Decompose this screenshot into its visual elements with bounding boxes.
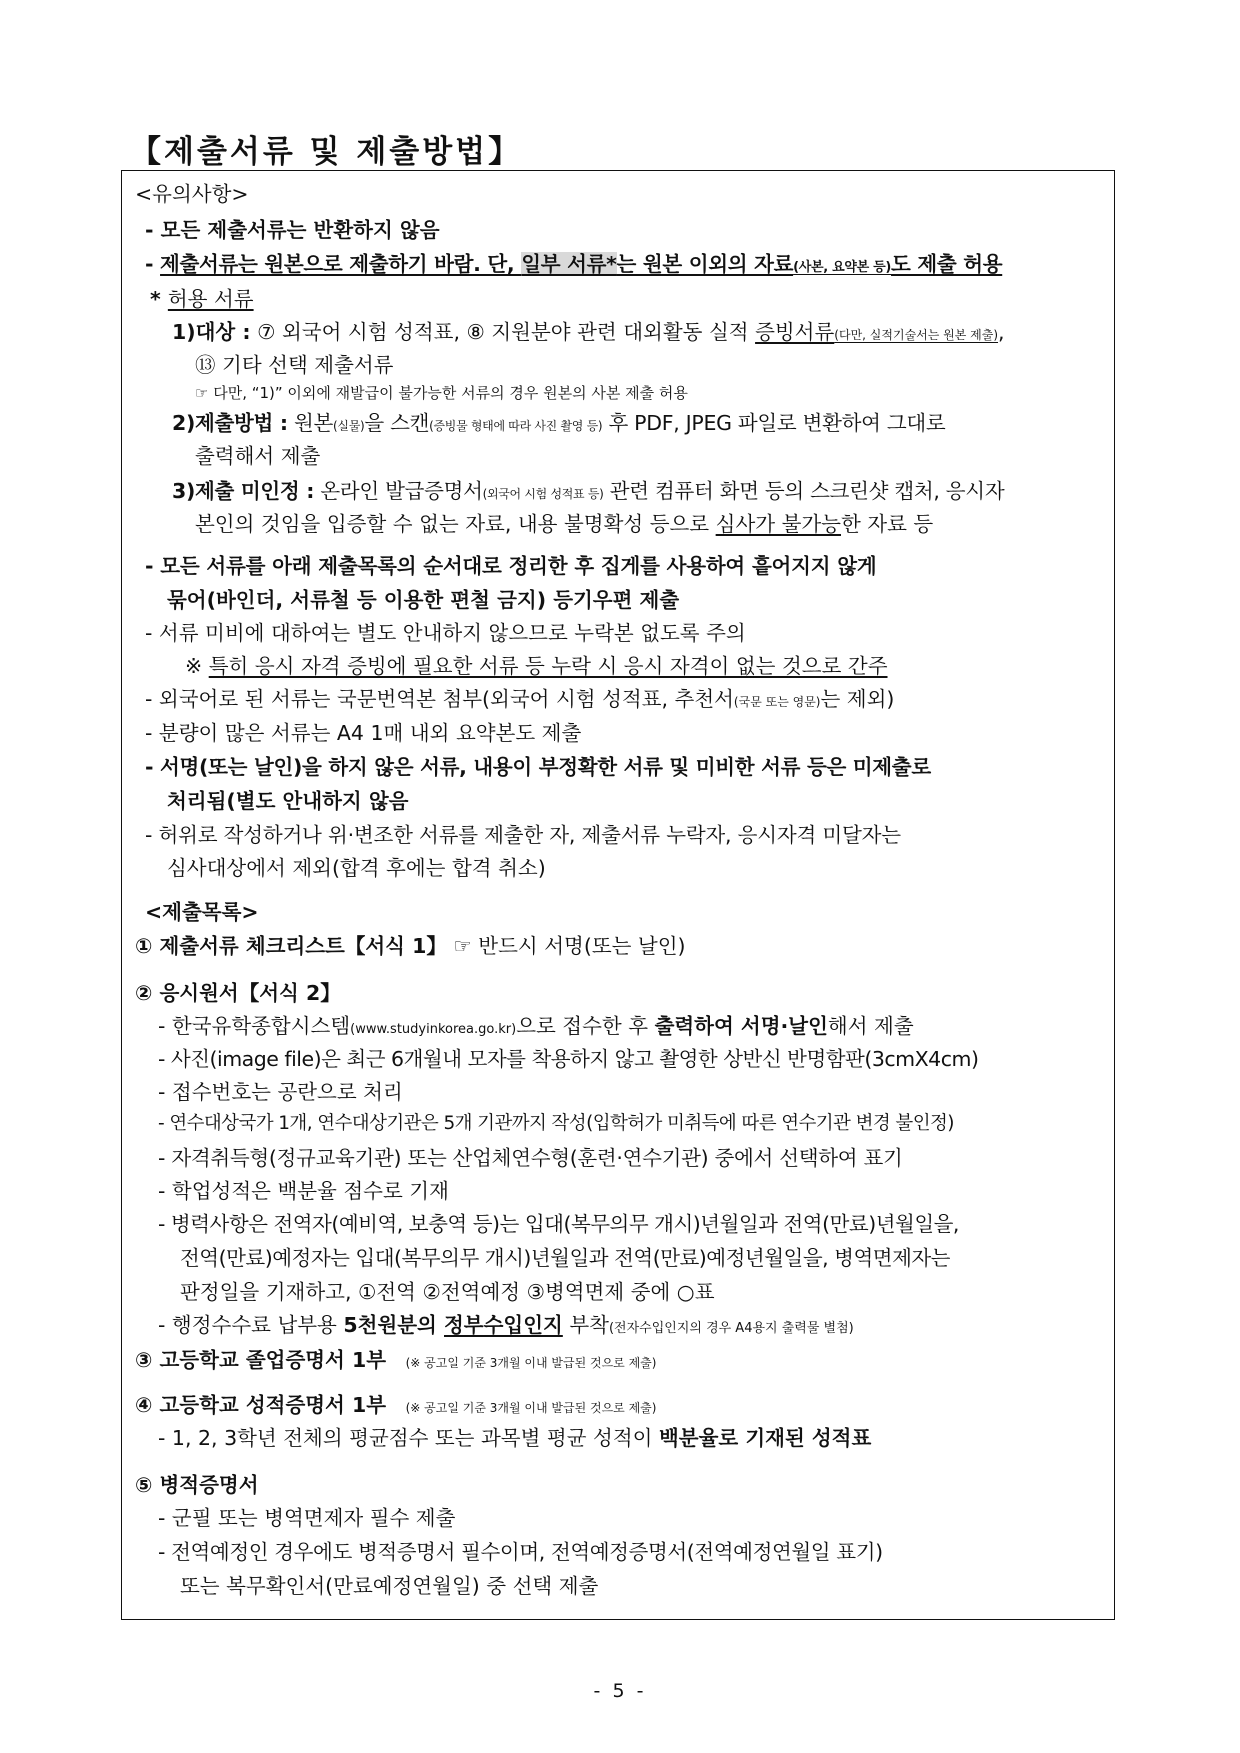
note-line-2: - 제출서류는 원본으로 제출하기 바람. 단, 일부 서류*는 원본 이외의 자료(사본, 요약본 등)도 제출 허용 <box>145 252 1003 276</box>
list-item-5: ⑤ 병적증명서 <box>135 1473 259 1497</box>
list-item-4: ④ 고등학교 성적증명서 1부 (※ 공고일 기준 3개월 이내 발급된 것으로 제출) <box>135 1393 657 1417</box>
list-item-2-line-3: - 접수번호는 공란으로 처리 <box>158 1080 403 1104</box>
note-line-18: 처리됨(별도 안내하지 않음 <box>167 789 409 813</box>
note-line-11: - 모든 서류를 아래 제출목록의 순서대로 정리한 후 집게를 사용하여 흩어지지 않게 <box>145 554 877 578</box>
note-line-8: 출력해서 제출 <box>195 444 321 468</box>
note-line-4: 1)대상 : ⑦ 외국어 시험 성적표, ⑧ 지원분야 관련 대외활동 실적 증빙서류(다만, 실적기술서는 원본 제출), <box>172 320 1005 344</box>
list-item-5-line-2: - 전역예정인 경우에도 병적증명서 필수이며, 전역예정증명서(전역예정연월일 표기) <box>158 1540 883 1564</box>
note-line-10: 본인의 것임을 입증할 수 없는 자료, 내용 불명확성 등으로 심사가 불가능한 자료 등 <box>195 512 934 536</box>
note-line-14: ※ 특히 응시 자격 증빙에 필요한 서류 등 누락 시 응시 자격이 없는 것으로 간주 <box>185 654 888 678</box>
list-item-4-line-1: - 1, 2, 3학년 전체의 평균점수 또는 과목별 평균 성적이 백분율로 기재된 성적표 <box>158 1426 872 1450</box>
list-item-3: ③ 고등학교 졸업증명서 1부 (※ 공고일 기준 3개월 이내 발급된 것으로 제출) <box>135 1348 657 1372</box>
note-line-20: 심사대상에서 제외(합격 후에는 합격 취소) <box>167 856 546 880</box>
list-item-2: ② 응시원서【서식 2】 <box>135 981 341 1005</box>
note-line-3: * 허용 서류 <box>150 287 254 311</box>
note-line-16: - 분량이 많은 서류는 A4 1매 내외 요약본도 제출 <box>145 721 582 745</box>
page-heading: 【제출서류 및 제출방법】 <box>130 134 523 170</box>
page-number: - 5 - <box>593 1680 647 1702</box>
note-line-1: - 모든 제출서류는 반환하지 않음 <box>145 218 440 242</box>
note-line-13: - 서류 미비에 대하여는 별도 안내하지 않으므로 누락본 없도록 주의 <box>145 621 746 645</box>
list-item-2-line-6: - 학업성적은 백분율 점수로 기재 <box>158 1179 449 1203</box>
list-item-2-line-1: - 한국유학종합시스템(www.studyinkorea.go.kr)으로 접수한 후 출력하여 서명·날인해서 제출 <box>158 1014 914 1038</box>
list-item-2-line-7: - 병력사항은 전역자(예비역, 보충역 등)는 입대(복무의무 개시)년월일과 전역(만료)년월일을, <box>158 1212 959 1236</box>
list-item-2-line-8: 전역(만료)예정자는 입대(복무의무 개시)년월일과 전역(만료)예정년월일을, 병역면제자는 <box>180 1246 950 1270</box>
notes-title: <유의사항> <box>135 182 249 206</box>
list-item-2-line-5: - 자격취득형(정규교육기관) 또는 산업체연수형(훈련·연수기관) 중에서 선택하여 표기 <box>158 1146 903 1170</box>
list-item-2-line-2: - 사진(image file)은 최근 6개월내 모자를 착용하지 않고 촬영한 상반신 반명함판(3cmX4cm) <box>158 1047 979 1071</box>
note-line-6: ☞ 다만, “1)” 이외에 재발급이 불가능한 서류의 경우 원본의 사본 제출 허용 <box>195 384 688 402</box>
list-title: <제출목록> <box>145 900 259 924</box>
note-line-5: ⑬ 기타 선택 제출서류 <box>195 353 394 377</box>
list-item-1: ① 제출서류 체크리스트【서식 1】 ☞ 반드시 서명(또는 날인) <box>135 934 686 958</box>
note-line-7: 2)제출방법 : 원본(실물)을 스캔(증빙물 형태에 따라 사진 촬영 등) 후 PDF, JPEG 파일로 변환하여 그대로 <box>172 411 946 435</box>
note-line-15: - 외국어로 된 서류는 국문번역본 첨부(외국어 시험 성적표, 추천서(국문 또는 영문)는 제외) <box>145 687 895 711</box>
note-line-9: 3)제출 미인정 : 온라인 발급증명서(외국어 시험 성적표 등) 관련 컴퓨터 화면 등의 스크린샷 캡처, 응시자 <box>172 479 1005 503</box>
note-line-17: - 서명(또는 날인)을 하지 않은 서류, 내용이 부정확한 서류 및 미비한 서류 등은 미제출로 <box>145 755 931 779</box>
note-line-19: - 허위로 작성하거나 위·변조한 서류를 제출한 자, 제출서류 누락자, 응시자격 미달자는 <box>145 823 901 847</box>
list-item-5-line-3: 또는 복무확인서(만료예정연월일) 중 선택 제출 <box>180 1574 599 1598</box>
list-item-2-line-9: 판정일을 기재하고, ①전역 ②전역예정 ③병역면제 중에 ○표 <box>180 1280 715 1304</box>
list-item-5-line-1: - 군필 또는 병역면제자 필수 제출 <box>158 1506 456 1530</box>
list-item-2-line-4: - 연수대상국가 1개, 연수대상기관은 5개 기관까지 작성(입학허가 미취득에 따른 연수기관 변경 불인정) <box>158 1113 954 1134</box>
note-line-12: 묶어(바인더, 서류철 등 이용한 편철 금지) 등기우편 제출 <box>167 588 680 612</box>
list-item-2-line-10: - 행정수수료 납부용 5천원분의 정부수입인지 부착(전자수입인지의 경우 A4용지 출력물 별첨) <box>158 1313 854 1337</box>
